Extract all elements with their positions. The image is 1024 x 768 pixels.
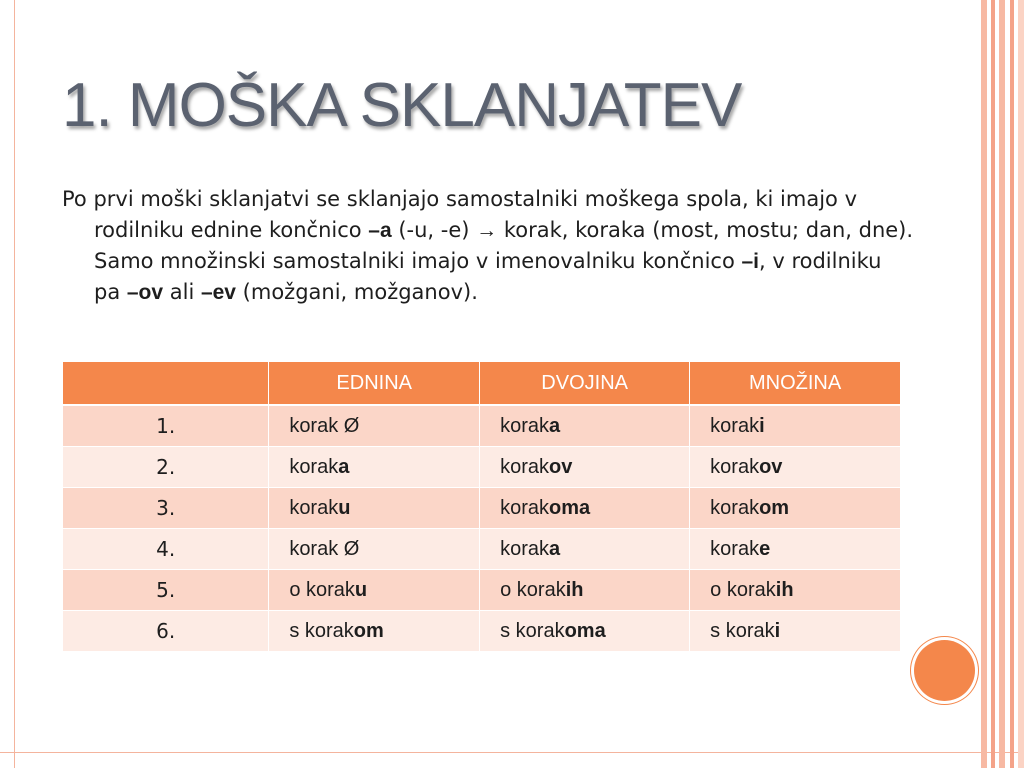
- table-header-row: [63, 362, 901, 405]
- form-cell: [690, 447, 901, 488]
- right-stripe-4: [1010, 0, 1014, 768]
- form-cell: [269, 529, 480, 570]
- word-ending: ih: [565, 578, 584, 601]
- word-ending: ov: [759, 455, 783, 478]
- table-row: [63, 447, 901, 488]
- word-stem: s korak: [710, 619, 775, 642]
- word-stem: korak: [710, 455, 760, 478]
- word-ending: i: [774, 619, 781, 642]
- form-cell: [269, 488, 480, 529]
- header-empty: [63, 362, 269, 405]
- form-cell: [480, 405, 690, 447]
- bottom-border-line: [0, 752, 1024, 753]
- right-stripe-3: [999, 0, 1005, 768]
- case-number-cell: 5.: [63, 570, 269, 611]
- word-ending: om: [759, 496, 790, 519]
- word-ending: a: [549, 537, 561, 560]
- word-stem: korak: [500, 414, 550, 437]
- declension-table: [63, 362, 901, 652]
- table-row: [63, 529, 901, 570]
- word-stem: s korak: [289, 619, 354, 642]
- form-cell: [690, 570, 901, 611]
- word-stem: korak: [500, 455, 550, 478]
- paragraph-bold-run: –a: [368, 219, 392, 242]
- form-cell: [480, 447, 690, 488]
- word-stem: korak: [289, 455, 339, 478]
- word-stem: o korak: [289, 578, 355, 601]
- header-mnozina: MNOŽINA: [690, 362, 901, 405]
- form-cell: [269, 447, 480, 488]
- decorative-circle: [914, 640, 975, 701]
- paragraph-run: Po prvi moški sklanjatvi se sklanjajo samostalniki moškega spola, ki imajo v rodilniku ednine končnico: [62, 187, 858, 242]
- left-border-line: [14, 0, 15, 768]
- header-dvojina: DVOJINA: [480, 362, 690, 405]
- word-ending: a: [338, 455, 350, 478]
- case-number-cell: 4.: [63, 529, 269, 570]
- table-row: [63, 611, 901, 652]
- word-ending: e: [759, 537, 771, 560]
- word-ending: ov: [549, 455, 573, 478]
- form-cell: [690, 405, 901, 447]
- word-ending: om: [353, 619, 384, 642]
- table-row: [63, 488, 901, 529]
- paragraph-run: , v rodilniku pa: [94, 249, 882, 304]
- right-stripe-1: [981, 0, 987, 768]
- table-row: [63, 405, 901, 447]
- word-stem: korak Ø: [289, 537, 360, 560]
- body-paragraph: [62, 184, 914, 308]
- form-cell: [480, 570, 690, 611]
- form-cell: [480, 611, 690, 652]
- word-stem: o korak: [500, 578, 566, 601]
- form-cell: [480, 529, 690, 570]
- paragraph-bold-run: →: [476, 219, 498, 242]
- word-stem: korak: [710, 414, 760, 437]
- form-cell: [269, 405, 480, 447]
- word-ending: a: [549, 414, 561, 437]
- form-cell: [480, 488, 690, 529]
- word-ending: u: [354, 578, 368, 601]
- paragraph-bold-run: –ev: [200, 281, 236, 304]
- word-ending: ih: [775, 578, 794, 601]
- word-ending: oma: [564, 619, 606, 642]
- table-row: [63, 570, 901, 611]
- word-stem: korak Ø: [289, 414, 360, 437]
- form-cell: [269, 570, 480, 611]
- word-stem: s korak: [500, 619, 565, 642]
- right-stripe-2: [991, 0, 995, 768]
- word-stem: korak: [289, 496, 339, 519]
- form-cell: [690, 611, 901, 652]
- paragraph-bold-run: –ov: [126, 281, 164, 304]
- form-cell: [269, 611, 480, 652]
- word-stem: korak: [500, 496, 550, 519]
- paragraph-run: (možgani, možganov).: [236, 280, 478, 304]
- word-ending: u: [338, 496, 351, 519]
- form-cell: [690, 488, 901, 529]
- paragraph-run: (-u, -e): [391, 218, 477, 242]
- word-ending: oma: [549, 496, 591, 519]
- paragraph-run: ali: [163, 280, 201, 304]
- case-number-cell: 2.: [63, 447, 269, 488]
- paragraph-run: korak, koraka (most, mostu; dan, dne). Samo množinski samostalniki imajo v imenovalniku končnico: [94, 218, 914, 273]
- word-stem: korak: [500, 537, 550, 560]
- header-ednina: EDNINA: [269, 362, 480, 405]
- word-stem: korak: [710, 496, 760, 519]
- paragraph-bold-run: –i: [741, 250, 759, 273]
- right-stripe-5: [1018, 0, 1024, 768]
- word-stem: o korak: [710, 578, 776, 601]
- word-ending: i: [759, 414, 765, 437]
- case-number-cell: 1.: [63, 405, 269, 447]
- slide-title: 1. MOŠKA SKLANJATEV: [62, 71, 742, 140]
- case-number-cell: 3.: [63, 488, 269, 529]
- case-number-cell: 6.: [63, 611, 269, 652]
- form-cell: [690, 529, 901, 570]
- word-stem: korak: [710, 537, 760, 560]
